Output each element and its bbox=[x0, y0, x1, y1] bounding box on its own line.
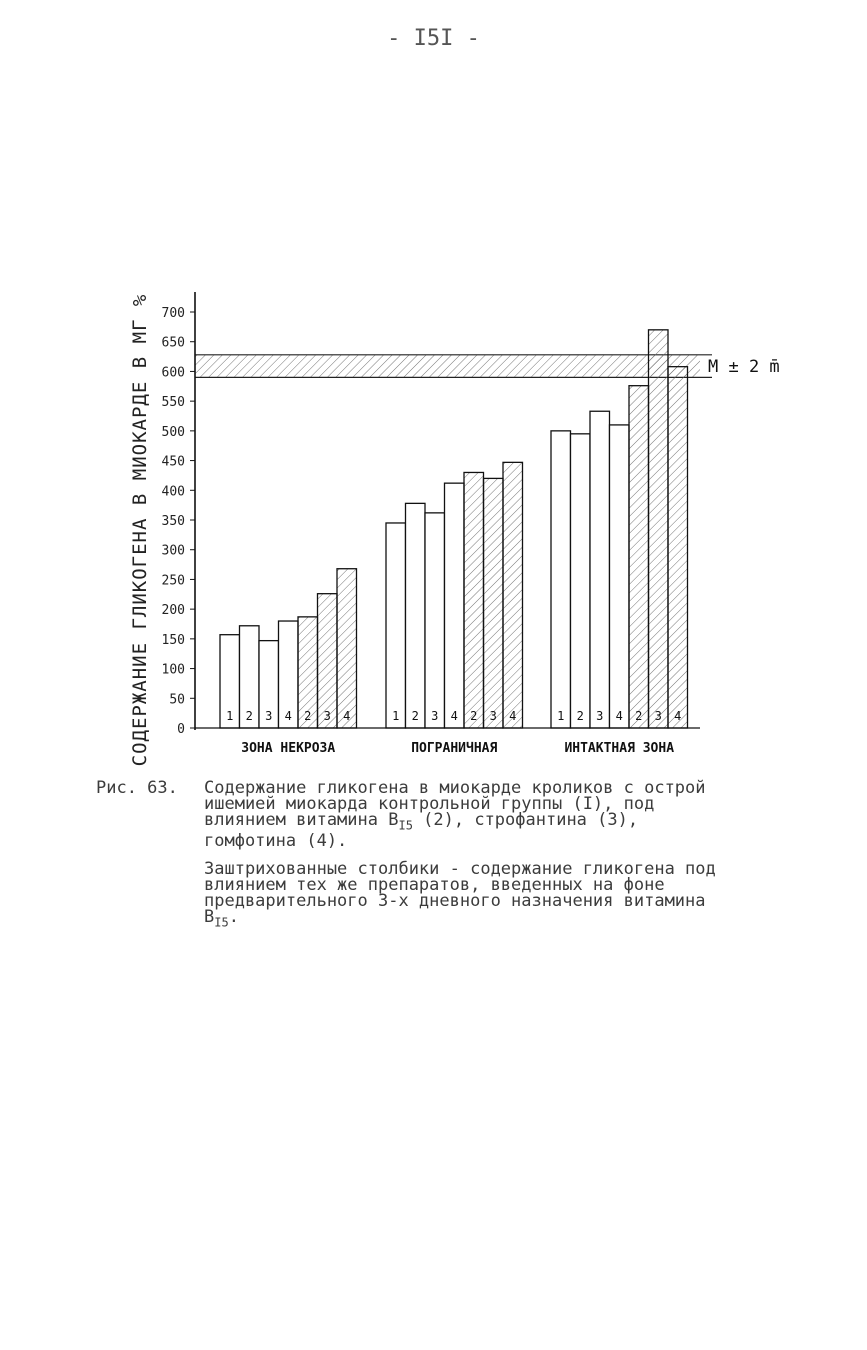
bar bbox=[425, 513, 445, 728]
band-label: M ± 2 m̄ bbox=[708, 357, 780, 378]
band-fill bbox=[195, 355, 700, 378]
bar-number-label: 3 bbox=[596, 709, 604, 723]
bar-hatched bbox=[668, 367, 688, 728]
y-tick-label: 400 bbox=[161, 484, 185, 500]
y-tick-label: 0 bbox=[177, 722, 185, 737]
bar-hatched bbox=[503, 462, 523, 728]
bar-hatched bbox=[484, 478, 504, 728]
y-tick-label: 450 bbox=[161, 454, 185, 470]
y-tick-label: 100 bbox=[161, 662, 185, 678]
bar bbox=[406, 503, 426, 728]
category-label: ИНТАКТНАЯ ЗОНА bbox=[564, 741, 675, 756]
bar-number-label: 4 bbox=[284, 709, 292, 723]
category-labels bbox=[241, 741, 674, 756]
bar-number-label: 4 bbox=[674, 709, 682, 723]
y-tick-label: 550 bbox=[161, 395, 185, 411]
bar-number-label: 2 bbox=[245, 709, 253, 723]
bar-number-label: 2 bbox=[411, 709, 419, 723]
caption-note: Заштрихованные столбики - содержание гликогена под влиянием тех же препаратов, введенных на фоне предварительного 3-х дневного назначения витамина $B_{I5}$. bbox=[204, 859, 716, 930]
y-tick-label: 150 bbox=[161, 632, 185, 648]
bar-hatched bbox=[649, 330, 669, 728]
confidence-band bbox=[195, 355, 712, 378]
y-axis-label: СОДЕРЖАНИЕ ГЛИКОГЕНА В МИОКАРДЕ В МГ % bbox=[129, 293, 151, 767]
y-tick-label: 50 bbox=[169, 692, 185, 708]
page-number: - I5I - bbox=[387, 26, 480, 51]
bar-number-label: 4 bbox=[509, 709, 517, 723]
bar-number-label: 1 bbox=[226, 709, 234, 723]
bar-number-label: 2 bbox=[304, 709, 312, 723]
bar-number-label: 3 bbox=[489, 709, 497, 723]
bars bbox=[220, 330, 688, 728]
bar-number-label: 1 bbox=[557, 709, 565, 723]
bar-number-label: 3 bbox=[265, 709, 273, 723]
bar-hatched bbox=[337, 569, 357, 728]
figure-caption bbox=[96, 780, 736, 931]
bar bbox=[445, 483, 465, 728]
y-tick-label: 350 bbox=[161, 514, 185, 529]
bar-number-label: 1 bbox=[392, 709, 400, 723]
bar bbox=[551, 431, 571, 728]
bar-number-label: 3 bbox=[654, 709, 662, 723]
bar-hatched bbox=[318, 594, 338, 728]
bar-number-label: 4 bbox=[450, 709, 458, 723]
bar-hatched bbox=[464, 472, 484, 728]
y-tick-label: 700 bbox=[161, 306, 185, 321]
y-tick-label: 500 bbox=[161, 424, 185, 440]
category-label: ПОГРАНИЧНАЯ bbox=[411, 741, 498, 756]
bar-number-label: 2 bbox=[470, 709, 478, 723]
caption-text: Содержание гликогена в миокарде кроликов с острой ишемией миокарда контрольной группы (I), под влиянием витамина $B_{I5}$ (2), строфантина (3), гомфотина (4). bbox=[204, 778, 706, 852]
bar bbox=[571, 434, 591, 728]
bar bbox=[610, 425, 630, 728]
category-label: ЗОНА НЕКРОЗА bbox=[241, 741, 336, 756]
bar-number-label: 3 bbox=[431, 709, 439, 723]
bar-number-label: 4 bbox=[343, 709, 351, 723]
bar-number-label: 4 bbox=[615, 709, 623, 723]
caption-label: Рис. 63. bbox=[96, 778, 178, 798]
y-tick-label: 250 bbox=[161, 573, 185, 589]
bar bbox=[590, 411, 610, 728]
bar-number-label: 2 bbox=[576, 709, 584, 723]
y-tick-label: 200 bbox=[161, 603, 185, 619]
y-tick-label: 300 bbox=[161, 543, 185, 559]
y-tick-label: 600 bbox=[161, 365, 185, 381]
bar bbox=[386, 523, 406, 728]
bar-hatched bbox=[629, 386, 649, 728]
y-tick-label: 650 bbox=[161, 335, 185, 351]
bar-number-label: 2 bbox=[635, 709, 643, 723]
bar-number-label: 3 bbox=[323, 709, 331, 723]
